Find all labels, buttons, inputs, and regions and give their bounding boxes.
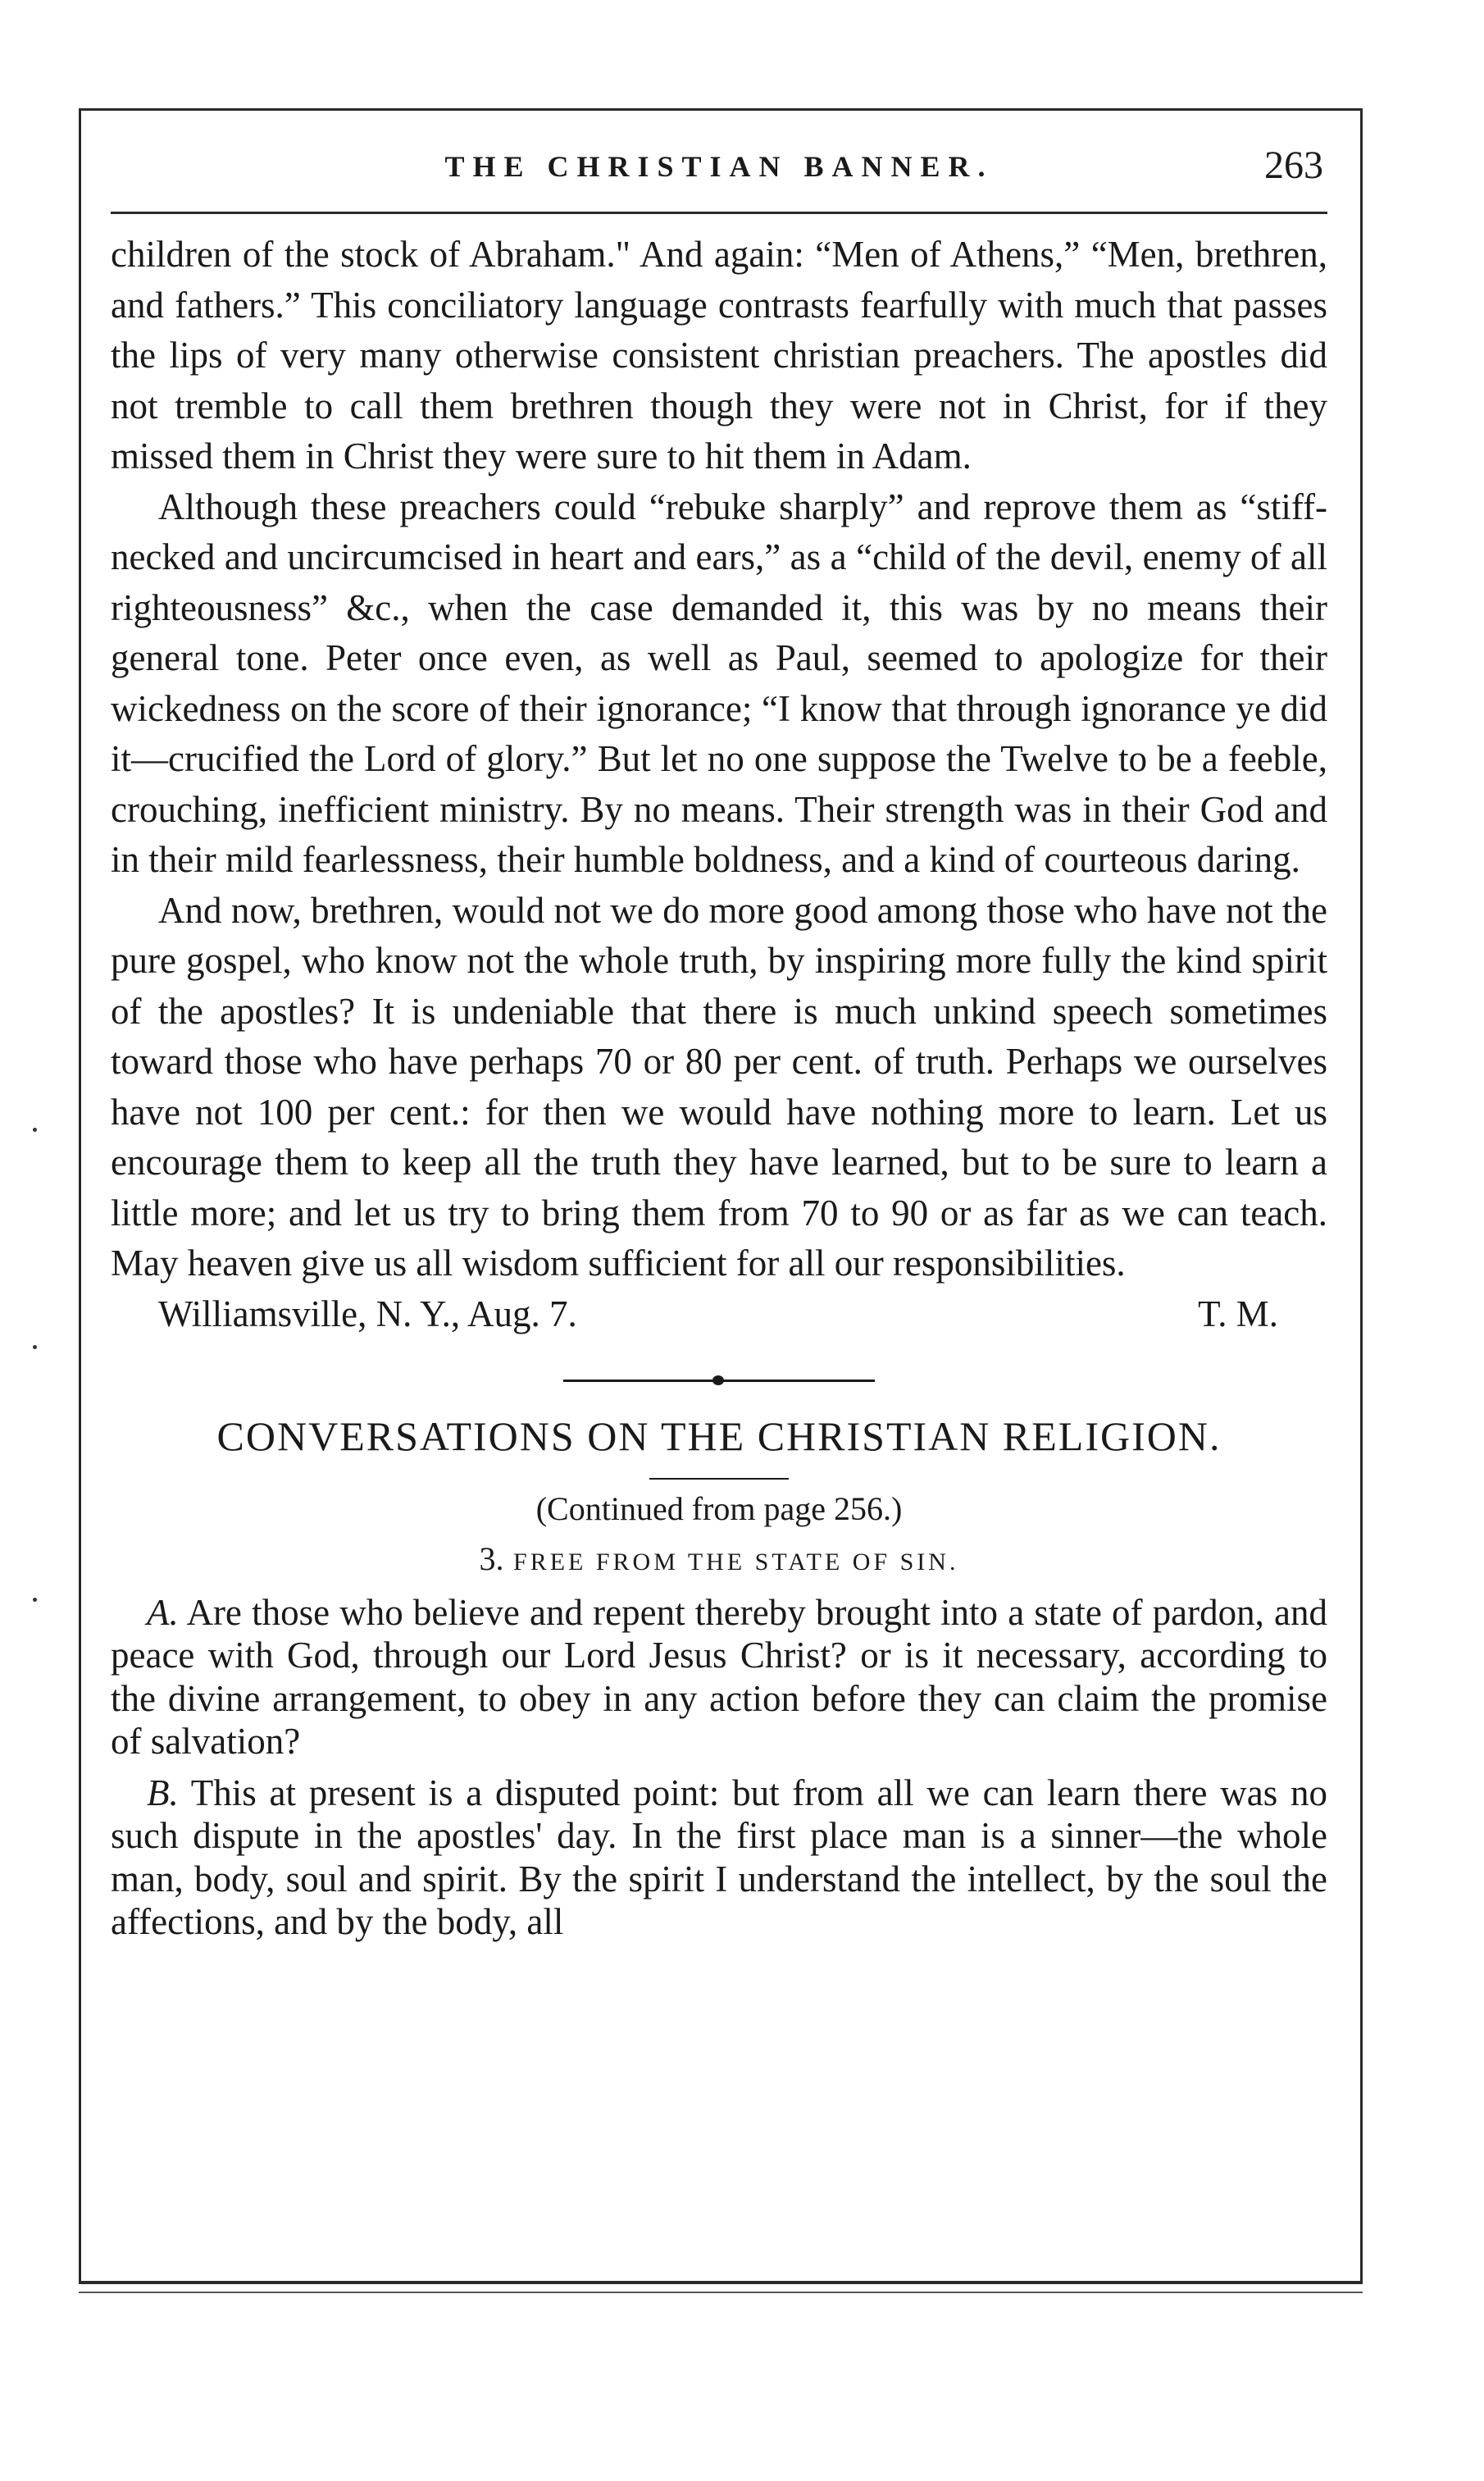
bottom-border-rule-thin [79, 2292, 1363, 2293]
paragraph-3: And now, brethren, would not we do more good among those who have not the pure gospel, who know not the whole truth, by inspiring more fully the kind spirit of the apostles? It is undeniable that there is much unkind speech sometimes toward those who have perhaps 70 or 80 per cent. of truth. Perhaps we ourselves have not 100 per cent.: for then we would have nothing more to learn. Let us encourage them to keep all the truth they have learned, but to be sure to learn a little more; and let us try to bring them from 70 to 90 or as far as we can teach. May heaven give us all wisdom sufficient for all our responsibilities. [111, 889, 1327, 1284]
section-divider-ornament [563, 1376, 875, 1384]
speaker-label-b: B. [147, 1772, 179, 1813]
dialogue-text-a: Are those who believe and repent thereby brought into a state of pardon, and peace with God, through our Lord Jesus Christ? or is it necessary, according to the divine arrangement, to obey in any action before they can claim the promise of salvation? [111, 1591, 1327, 1762]
paragraph-2: Although these preachers could “rebuke sharply” and reprove them as “stiff-necked and uncircumcised in heart and ears,” as a “child of the devil, enemy of all righteousness” &c., when the case demanded it, this was by no means their general tone. Peter once even, as well as Paul, seemed to apologize for their wickedness on the score of their ignorance; “I know that through ignorance ye did it—crucified the Lord of glory.” But let no one suppose the Twelve to be a feeble, crouching, inefficient ministry. By no means. Their strength was in their God and in their mild fearlessness, their humble boldness, and a kind of courteous daring. [111, 486, 1327, 880]
subheading-text: FREE FROM THE STATE OF SIN. [513, 1548, 959, 1576]
top-border-rule [79, 108, 1363, 111]
running-title: THE CHRISTIAN BANNER. [444, 150, 994, 183]
title-underline-rule [649, 1478, 789, 1480]
subheading [111, 1539, 1327, 1578]
signoff [111, 1289, 1327, 1339]
header-rule [111, 212, 1327, 214]
paragraph-1: children of the stock of Abraham." And again: “Men of Athens,” “Men, brethren, and fathers.” This conciliatory language contrasts fearfully with much that passes the lips of very many otherwise consistent christian preachers. The apostles did not tremble to call them brethren though they were not in Christ, for if they missed them in Christ they were sure to hit them in Adam. [111, 234, 1327, 477]
running-head [115, 141, 1323, 198]
page-number: 263 [1264, 144, 1323, 187]
speaker-label-a: A. [147, 1591, 179, 1633]
dialogue-b [111, 1772, 1327, 1944]
continued-note: (Continued from page 256.) [535, 1489, 903, 1527]
signoff-initials: T. M. [1198, 1293, 1278, 1334]
divider-dot [712, 1375, 724, 1385]
dialogue-a [111, 1591, 1327, 1763]
page-content [111, 230, 1327, 1952]
margin-speck [33, 1128, 37, 1132]
bottom-border-rule [79, 2281, 1363, 2284]
signoff-place: Williamsville, N. Y., Aug. 7. [158, 1293, 577, 1334]
margin-speck [33, 1345, 37, 1349]
subheading-number: 3. [479, 1539, 504, 1577]
section-title: CONVERSATIONS ON THE CHRISTIAN RELIGION. [216, 1412, 1222, 1459]
margin-speck [33, 1598, 37, 1602]
dialogue-text-b: This at present is a disputed point: but from all we can learn there was no such dispute in the apostles' day. In the first place man is a sinner—the whole man, body, soul and spirit. By the spirit I understand the intellect, by the soul the affections, and by the body, all [111, 1772, 1327, 1942]
